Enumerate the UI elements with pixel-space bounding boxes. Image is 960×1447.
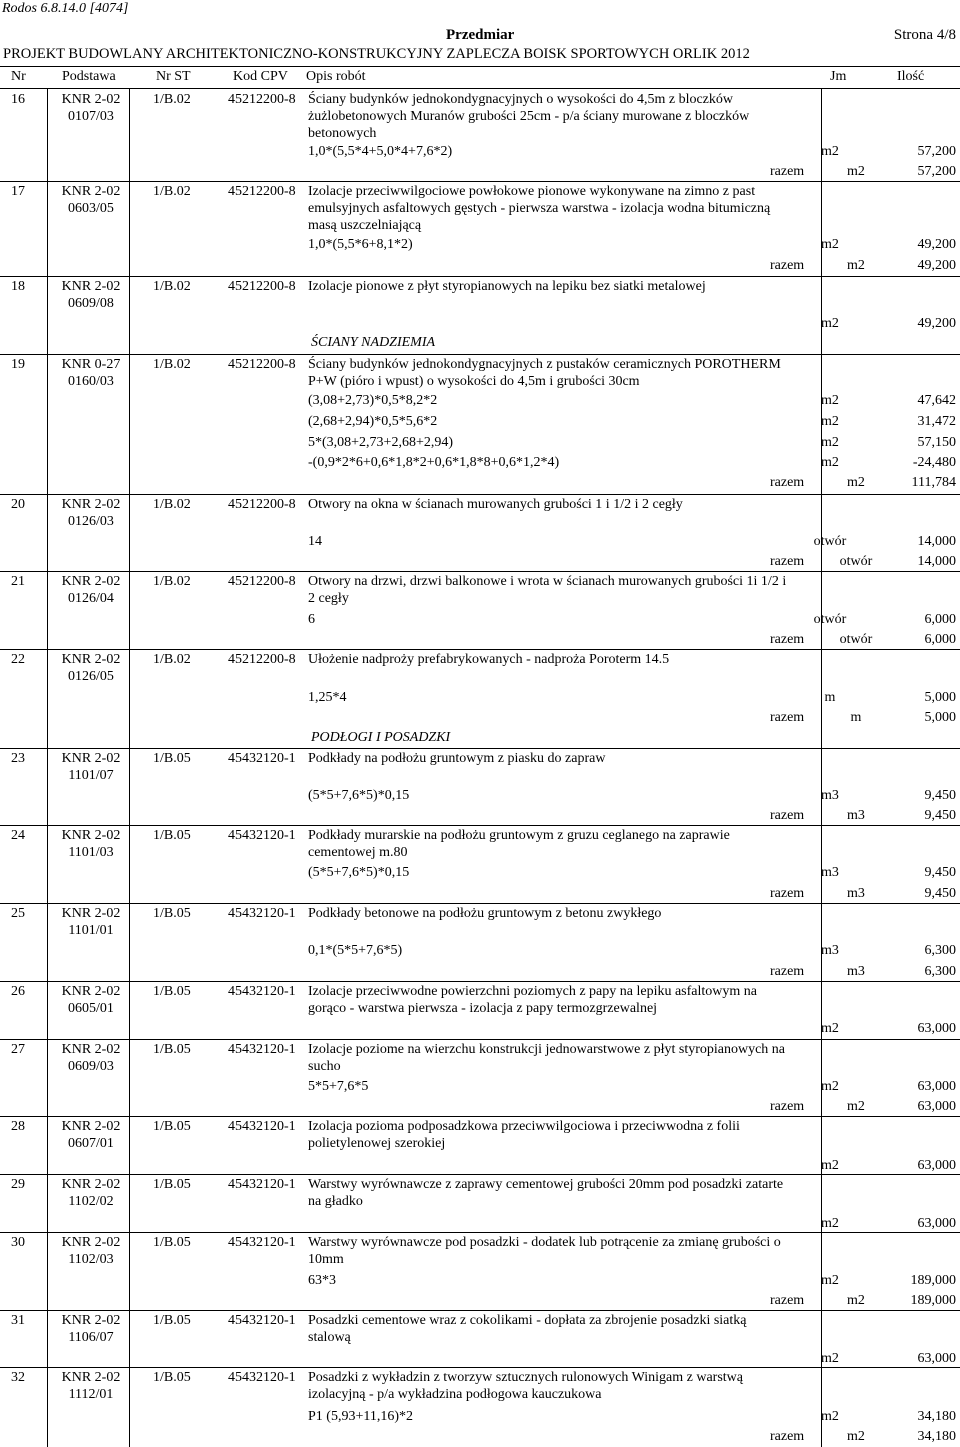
calc-expression: 1,0*(5,5*4+5,0*4+7,6*2) bbox=[308, 144, 453, 159]
calc-quantity: -24,480 bbox=[912, 455, 956, 470]
calc-quantity: 9,450 bbox=[924, 788, 956, 803]
position-description: Otwory na okna w ścianach murowanych grubości 1 i 1/2 i 2 cegły bbox=[308, 497, 683, 512]
calc-unit: m2 bbox=[821, 316, 839, 331]
col-ilosc: Ilość bbox=[897, 69, 925, 84]
position-description: masą uszczelniającą bbox=[308, 218, 422, 233]
position-basis: 0126/03 bbox=[68, 514, 114, 529]
position-cpv: 45432120-1 bbox=[228, 1235, 296, 1250]
calc-unit: m3 bbox=[821, 943, 839, 958]
position-number: 29 bbox=[11, 1177, 25, 1192]
position-st: 1/B.02 bbox=[153, 92, 191, 107]
position-description: na gładko bbox=[308, 1194, 363, 1209]
sum-label: razem bbox=[770, 710, 805, 725]
position-description: izolacyjną - p/a wykładzina podłogowa kauczukowa bbox=[308, 1387, 602, 1402]
calc-quantity: 31,472 bbox=[917, 414, 956, 429]
calc-unit: m2 bbox=[821, 1021, 839, 1036]
position-basis: 0607/01 bbox=[68, 1136, 114, 1151]
calc-expression: 63*3 bbox=[308, 1273, 336, 1288]
position-description: Posadzki cementowe wraz z cokolikami - dopłata za zbrojenie posadzki siatką bbox=[308, 1313, 747, 1328]
sum-unit: m bbox=[850, 710, 862, 725]
position-number: 17 bbox=[11, 184, 25, 199]
sum-label: razem bbox=[770, 164, 805, 179]
position-st: 1/B.05 bbox=[153, 1370, 191, 1385]
row-divider bbox=[0, 181, 960, 182]
doc-title: Przedmiar bbox=[446, 27, 515, 43]
position-basis: KNR 2-02 bbox=[61, 574, 121, 589]
calc-quantity: 49,200 bbox=[917, 237, 956, 252]
sum-label: razem bbox=[770, 808, 805, 823]
position-description: Izolacje pionowe z płyt styropianowych na lepiku bez siatki metalowej bbox=[308, 279, 706, 294]
calc-quantity: 63,000 bbox=[917, 1021, 956, 1036]
position-basis: KNR 2-02 bbox=[61, 1235, 121, 1250]
sum-unit: m3 bbox=[847, 964, 865, 979]
position-description: Warstwy wyrównawcze pod posadzki - dodatek lub potrącenie za zmianę grubości o bbox=[308, 1235, 781, 1250]
sum-unit: m2 bbox=[847, 1293, 865, 1308]
row-divider bbox=[0, 494, 960, 495]
position-number: 21 bbox=[11, 574, 25, 589]
row-divider bbox=[0, 1232, 960, 1233]
col-nr: Nr bbox=[11, 69, 26, 84]
sum-quantity: 57,200 bbox=[917, 164, 956, 179]
position-description: Podkłady na podłożu gruntowym z piasku do zapraw bbox=[308, 751, 606, 766]
calc-expression: 0,1*(5*5+7,6*5) bbox=[308, 943, 403, 958]
position-basis: KNR 2-02 bbox=[61, 1313, 121, 1328]
position-number: 16 bbox=[11, 92, 25, 107]
row-divider bbox=[0, 1116, 960, 1117]
position-basis: 1106/07 bbox=[68, 1330, 114, 1345]
position-description: polietylenowej szerokiej bbox=[308, 1136, 446, 1151]
position-description: Izolacja pozioma podposadzkowa przeciwwilgociowa i przeciwwodna z folii bbox=[308, 1119, 740, 1134]
position-description: Izolacje poziome na wierzchu konstrukcji jednowarstwowe z płyt styropianowych na bbox=[308, 1042, 786, 1057]
position-number: 27 bbox=[11, 1042, 25, 1057]
position-description: Ściany budynków jednokondygnacyjnych o wysokości do 4,5m z bloczków bbox=[308, 92, 733, 107]
col-divider bbox=[821, 89, 822, 1447]
position-cpv: 45432120-1 bbox=[228, 751, 296, 766]
position-basis: KNR 2-02 bbox=[61, 497, 121, 512]
position-description: stalową bbox=[308, 1330, 351, 1345]
position-st: 1/B.02 bbox=[153, 357, 191, 372]
position-description: emulsyjnych asfaltowych gęstych - pierwsza warstwa - izolacja wodna bitumiczną bbox=[308, 201, 771, 216]
position-basis: KNR 2-02 bbox=[61, 1042, 121, 1057]
calc-unit: m3 bbox=[821, 865, 839, 880]
position-basis: KNR 2-02 bbox=[61, 828, 121, 843]
position-st: 1/B.02 bbox=[153, 652, 191, 667]
position-cpv: 45212200-8 bbox=[228, 652, 296, 667]
calc-expression: (5*5+7,6*5)*0,15 bbox=[308, 788, 410, 803]
sum-label: razem bbox=[770, 1293, 805, 1308]
row-divider bbox=[0, 981, 960, 982]
calc-unit: m bbox=[824, 690, 836, 705]
sum-label: razem bbox=[770, 1099, 805, 1114]
position-number: 23 bbox=[11, 751, 25, 766]
position-description: cementowej m.80 bbox=[308, 845, 408, 860]
position-description: 2 cegły bbox=[308, 591, 349, 606]
position-basis: 1102/02 bbox=[68, 1194, 114, 1209]
row-divider bbox=[0, 354, 960, 355]
sum-quantity: 6,000 bbox=[924, 632, 956, 647]
calc-quantity: 6,000 bbox=[924, 612, 956, 627]
position-description: Izolacje przeciwwodne powierzchni poziomych z papy na lepiku asfaltowym na bbox=[308, 984, 757, 999]
sum-quantity: 63,000 bbox=[917, 1099, 956, 1114]
calc-unit: m2 bbox=[821, 435, 839, 450]
position-cpv: 45212200-8 bbox=[228, 279, 296, 294]
sum-quantity: 9,450 bbox=[924, 808, 956, 823]
position-st: 1/B.05 bbox=[153, 906, 191, 921]
col-opis: Opis robót bbox=[306, 69, 366, 84]
position-st: 1/B.05 bbox=[153, 984, 191, 999]
position-basis: 0126/04 bbox=[68, 591, 114, 606]
calc-expression: 6 bbox=[308, 612, 315, 627]
position-basis: 0107/03 bbox=[68, 109, 114, 124]
calc-quantity: 5,000 bbox=[924, 690, 956, 705]
calc-expression: -(0,9*2*6+0,6*1,8*2+0,6*1,8*8+0,6*1,2*4) bbox=[308, 455, 560, 470]
position-description: Ułożenie nadproży prefabrykowanych - nadproża Poroterm 14.5 bbox=[308, 652, 670, 667]
col-jm: Jm bbox=[830, 69, 847, 84]
position-description: Izolacje przeciwwilgociowe powłokowe pionowe wykonywane na zimno z past bbox=[308, 184, 756, 199]
position-cpv: 45212200-8 bbox=[228, 184, 296, 199]
calc-expression: 1,25*4 bbox=[308, 690, 347, 705]
position-cpv: 45432120-1 bbox=[228, 1370, 296, 1385]
calc-expression: 14 bbox=[308, 534, 322, 549]
sum-label: razem bbox=[770, 632, 805, 647]
calc-unit: otwór bbox=[813, 534, 847, 549]
calc-quantity: 63,000 bbox=[917, 1079, 956, 1094]
col-divider bbox=[47, 89, 48, 1447]
row-divider bbox=[0, 1367, 960, 1368]
calc-unit: m2 bbox=[821, 1079, 839, 1094]
position-basis: 1101/07 bbox=[68, 768, 114, 783]
position-cpv: 45212200-8 bbox=[228, 497, 296, 512]
position-basis: 0160/03 bbox=[68, 374, 114, 389]
position-basis: KNR 2-02 bbox=[61, 652, 121, 667]
sum-quantity: 34,180 bbox=[917, 1429, 956, 1444]
row-divider bbox=[0, 1174, 960, 1175]
sum-quantity: 189,000 bbox=[910, 1293, 956, 1308]
calc-unit: otwór bbox=[813, 612, 847, 627]
position-description: Otwory na drzwi, drzwi balkonowe i wrota w ścianach murowanych grubości 1i 1/2 i bbox=[308, 574, 787, 589]
position-number: 19 bbox=[11, 357, 25, 372]
row-divider bbox=[0, 1310, 960, 1311]
calc-quantity: 57,200 bbox=[917, 144, 956, 159]
col-nr-st: Nr ST bbox=[156, 69, 191, 84]
position-number: 22 bbox=[11, 652, 25, 667]
calc-unit: m2 bbox=[821, 1409, 839, 1424]
calc-quantity: 14,000 bbox=[917, 534, 956, 549]
row-divider bbox=[0, 276, 960, 277]
calc-unit: m2 bbox=[821, 455, 839, 470]
header-top-rule bbox=[0, 66, 960, 67]
header-bottom-rule bbox=[0, 88, 960, 89]
calc-expression: (3,08+2,73)*0,5*8,2*2 bbox=[308, 393, 438, 408]
position-st: 1/B.05 bbox=[153, 1042, 191, 1057]
calc-expression: (2,68+2,94)*0,5*5,6*2 bbox=[308, 414, 438, 429]
position-description: 10mm bbox=[308, 1252, 344, 1267]
position-cpv: 45432120-1 bbox=[228, 1042, 296, 1057]
position-basis: 0605/01 bbox=[68, 1001, 114, 1016]
col-kod-cpv: Kod CPV bbox=[233, 69, 288, 84]
position-cpv: 45432120-1 bbox=[228, 984, 296, 999]
position-cpv: 45432120-1 bbox=[228, 1313, 296, 1328]
position-basis: KNR 2-02 bbox=[61, 984, 121, 999]
calc-quantity: 9,450 bbox=[924, 865, 956, 880]
position-description: gorąco - warstwa pierwsza - izolacja z papy termozgrzewalnej bbox=[308, 1001, 658, 1016]
position-st: 1/B.02 bbox=[153, 497, 191, 512]
position-st: 1/B.05 bbox=[153, 1235, 191, 1250]
calc-unit: m2 bbox=[821, 1273, 839, 1288]
calc-unit: m2 bbox=[821, 237, 839, 252]
row-divider bbox=[0, 649, 960, 650]
position-number: 32 bbox=[11, 1370, 25, 1385]
sum-label: razem bbox=[770, 258, 805, 273]
position-cpv: 45212200-8 bbox=[228, 574, 296, 589]
position-cpv: 45432120-1 bbox=[228, 1177, 296, 1192]
position-description: Ściany budynków jednokondygnacyjnych z pustaków ceramicznych POROTHERM bbox=[308, 357, 781, 372]
sum-unit: m2 bbox=[847, 475, 865, 490]
position-basis: KNR 2-02 bbox=[61, 279, 121, 294]
calc-quantity: 189,000 bbox=[910, 1273, 956, 1288]
calc-expression: 5*5+7,6*5 bbox=[308, 1079, 369, 1094]
position-number: 30 bbox=[11, 1235, 25, 1250]
position-cpv: 45212200-8 bbox=[228, 92, 296, 107]
sum-unit: m2 bbox=[847, 258, 865, 273]
position-basis: KNR 0-27 bbox=[61, 357, 121, 372]
col-podstawa: Podstawa bbox=[62, 69, 116, 84]
position-number: 24 bbox=[11, 828, 25, 843]
sum-unit: m3 bbox=[847, 808, 865, 823]
position-description: sucho bbox=[308, 1059, 341, 1074]
calc-quantity: 49,200 bbox=[917, 316, 956, 331]
position-description: Warstwy wyrównawcze z zaprawy cementowej grubości 20mm pod posadzki zatarte bbox=[308, 1177, 784, 1192]
sum-label: razem bbox=[770, 886, 805, 901]
position-cpv: 45432120-1 bbox=[228, 828, 296, 843]
position-basis: KNR 2-02 bbox=[61, 1119, 121, 1134]
calc-quantity: 63,000 bbox=[917, 1216, 956, 1231]
row-divider bbox=[0, 571, 960, 572]
sum-quantity: 9,450 bbox=[924, 886, 956, 901]
sum-unit: m2 bbox=[847, 1099, 865, 1114]
sum-label: razem bbox=[770, 475, 805, 490]
sum-quantity: 5,000 bbox=[924, 710, 956, 725]
calc-unit: m2 bbox=[821, 144, 839, 159]
sum-quantity: 49,200 bbox=[917, 258, 956, 273]
position-basis: 1102/03 bbox=[68, 1252, 114, 1267]
sum-unit: otwór bbox=[839, 554, 873, 569]
position-basis: 0609/03 bbox=[68, 1059, 114, 1074]
position-basis: 1101/03 bbox=[68, 845, 114, 860]
position-description: Posadzki z wykładzin z tworzyw sztucznych rulonowych Winigam z warstwą bbox=[308, 1370, 743, 1385]
calc-unit: m2 bbox=[821, 393, 839, 408]
position-basis: KNR 2-02 bbox=[61, 751, 121, 766]
position-st: 1/B.02 bbox=[153, 184, 191, 199]
row-divider bbox=[0, 1039, 960, 1040]
sum-label: razem bbox=[770, 554, 805, 569]
position-st: 1/B.05 bbox=[153, 751, 191, 766]
position-basis: KNR 2-02 bbox=[61, 906, 121, 921]
position-st: 1/B.05 bbox=[153, 1119, 191, 1134]
position-basis: KNR 2-02 bbox=[61, 1177, 121, 1192]
position-description: P+W (pióro i wpust) o wysokości do 4,5m i grubości 30cm bbox=[308, 374, 640, 389]
calc-unit: m2 bbox=[821, 1216, 839, 1231]
position-description: betonowych bbox=[308, 126, 377, 141]
position-basis: KNR 2-02 bbox=[61, 92, 121, 107]
position-st: 1/B.05 bbox=[153, 1313, 191, 1328]
position-st: 1/B.05 bbox=[153, 1177, 191, 1192]
calc-unit: m2 bbox=[821, 1351, 839, 1366]
position-basis: KNR 2-02 bbox=[61, 1370, 121, 1385]
position-cpv: 45432120-1 bbox=[228, 906, 296, 921]
project-title: PROJEKT BUDOWLANY ARCHITEKTONICZNO-KONSTRUKCYJNY ZAPLECZA BOISK SPORTOWYCH ORLIK 2012 bbox=[3, 46, 750, 62]
position-cpv: 45432120-1 bbox=[228, 1119, 296, 1134]
section-heading: PODŁOGI I POSADZKI bbox=[311, 730, 451, 745]
position-number: 28 bbox=[11, 1119, 25, 1134]
calc-quantity: 47,642 bbox=[917, 393, 956, 408]
calc-expression: 1,0*(5,5*6+8,1*2) bbox=[308, 237, 413, 252]
calc-unit: m3 bbox=[821, 788, 839, 803]
position-st: 1/B.02 bbox=[153, 574, 191, 589]
calc-quantity: 63,000 bbox=[917, 1158, 956, 1173]
sum-quantity: 6,300 bbox=[924, 964, 956, 979]
sum-unit: otwór bbox=[839, 632, 873, 647]
calc-quantity: 6,300 bbox=[924, 943, 956, 958]
position-st: 1/B.05 bbox=[153, 828, 191, 843]
position-basis: 0126/05 bbox=[68, 669, 114, 684]
position-basis: 0603/05 bbox=[68, 201, 114, 216]
calc-expression: (5*5+7,6*5)*0,15 bbox=[308, 865, 410, 880]
position-basis: KNR 2-02 bbox=[61, 184, 121, 199]
position-number: 31 bbox=[11, 1313, 25, 1328]
calc-quantity: 63,000 bbox=[917, 1351, 956, 1366]
calc-unit: m2 bbox=[821, 1158, 839, 1173]
row-divider bbox=[0, 748, 960, 749]
position-number: 20 bbox=[11, 497, 25, 512]
position-number: 18 bbox=[11, 279, 25, 294]
sum-unit: m3 bbox=[847, 886, 865, 901]
sum-unit: m2 bbox=[847, 164, 865, 179]
position-basis: 1101/01 bbox=[68, 923, 114, 938]
position-number: 25 bbox=[11, 906, 25, 921]
position-basis: 0609/08 bbox=[68, 296, 114, 311]
app-label: Rodos 6.8.14.0 [4074] bbox=[2, 1, 129, 16]
calc-expression: P1 (5,93+11,16)*2 bbox=[308, 1409, 413, 1424]
page-label: Strona 4/8 bbox=[893, 27, 956, 43]
sum-label: razem bbox=[770, 1429, 805, 1444]
row-divider bbox=[0, 825, 960, 826]
sum-quantity: 111,784 bbox=[911, 475, 956, 490]
position-description: żużlobetonowych Muranów grubości 25cm - p/a ściany murowane z bloczków bbox=[308, 109, 750, 124]
calc-quantity: 57,150 bbox=[917, 435, 956, 450]
calc-quantity: 34,180 bbox=[917, 1409, 956, 1424]
calc-expression: 5*(3,08+2,73+2,68+2,94) bbox=[308, 435, 454, 450]
row-divider bbox=[0, 903, 960, 904]
sum-unit: m2 bbox=[847, 1429, 865, 1444]
position-cpv: 45212200-8 bbox=[228, 357, 296, 372]
position-description: Podkłady murarskie na podłożu gruntowym z gruzu ceglanego na zaprawie bbox=[308, 828, 730, 843]
calc-unit: m2 bbox=[821, 414, 839, 429]
col-divider bbox=[129, 89, 130, 1447]
sum-label: razem bbox=[770, 964, 805, 979]
position-st: 1/B.02 bbox=[153, 279, 191, 294]
position-basis: 1112/01 bbox=[68, 1387, 114, 1402]
section-heading: ŚCIANY NADZIEMIA bbox=[311, 335, 436, 350]
sum-quantity: 14,000 bbox=[917, 554, 956, 569]
position-number: 26 bbox=[11, 984, 25, 999]
position-description: Podkłady betonowe na podłożu gruntowym z betonu zwykłego bbox=[308, 906, 662, 921]
